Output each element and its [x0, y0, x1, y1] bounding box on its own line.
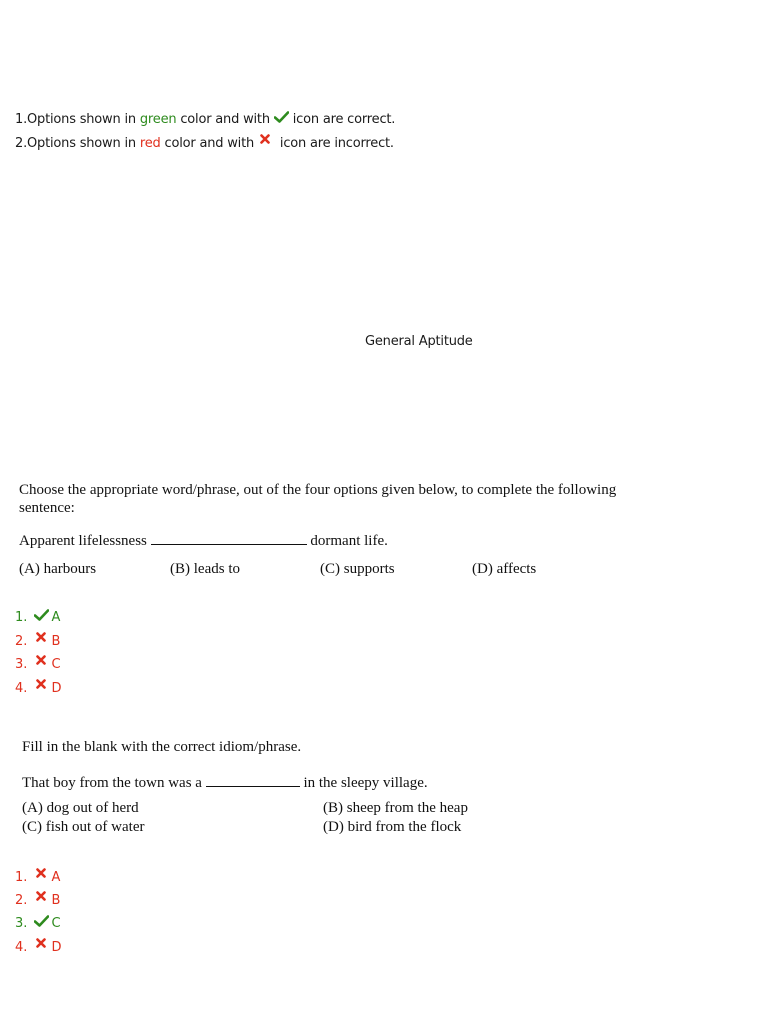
option-letter: A	[51, 870, 61, 885]
question-1-choice-c: (C) supports	[320, 561, 395, 577]
option-letter: A	[51, 610, 61, 625]
answer-blank	[151, 544, 307, 545]
sentence-before: That boy from the town was a	[22, 775, 202, 791]
legend-correct-middle: color and with	[176, 112, 274, 127]
question-2-choice-b: (B) sheep from the heap	[323, 800, 468, 816]
option-letter: D	[51, 940, 62, 955]
question-2-choice-a: (A) dog out of herd	[22, 800, 139, 816]
check-icon	[34, 609, 49, 621]
option-number: 2.	[15, 893, 28, 908]
question-1-instruction-cont: sentence:	[19, 500, 75, 516]
legend-incorrect	[15, 134, 394, 151]
option-number: 3.	[15, 916, 28, 931]
question-1-instruction: Choose the appropriate word/phrase, out of the four options given below, to complete the following	[19, 482, 617, 498]
cross-icon	[36, 632, 46, 642]
option-letter: C	[51, 916, 61, 931]
cross-icon	[36, 891, 46, 901]
legend-correct-prefix: 1.Options shown in	[15, 112, 140, 127]
option-number: 4.	[15, 681, 28, 696]
option-number: 4.	[15, 940, 28, 955]
option-number: 1.	[15, 870, 28, 885]
question-2-choice-c: (C) fish out of water	[22, 819, 145, 835]
sentence-after: in the sleepy village.	[303, 775, 428, 791]
question-1-option-4	[15, 679, 62, 696]
legend-incorrect-suffix: icon are incorrect.	[275, 136, 394, 151]
legend-correct	[15, 111, 395, 127]
legend-incorrect-middle: color and with	[160, 136, 258, 151]
legend-red-word: red	[139, 136, 161, 151]
cross-icon	[36, 868, 46, 878]
check-icon	[274, 111, 289, 123]
option-letter: C	[51, 657, 61, 672]
question-2-option-4	[15, 938, 62, 955]
question-2-option-3	[15, 915, 61, 931]
question-1-option-3	[15, 655, 61, 672]
sentence-after: dormant life.	[310, 533, 388, 549]
legend-correct-suffix: icon are correct.	[288, 112, 396, 127]
question-1-choice-d: (D) affects	[472, 561, 537, 577]
option-letter: B	[51, 634, 61, 649]
question-2-choice-d: (D) bird from the flock	[323, 819, 462, 835]
question-1-choice-a: (A) harbours	[19, 561, 97, 577]
cross-icon	[260, 134, 270, 144]
option-number: 3.	[15, 657, 28, 672]
question-1-choice-b: (B) leads to	[170, 561, 240, 577]
question-1-option-1	[15, 609, 60, 625]
legend-incorrect-prefix: 2.Options shown in	[15, 136, 140, 151]
option-number: 2.	[15, 634, 28, 649]
check-icon	[34, 915, 49, 927]
question-2-instruction: Fill in the blank with the correct idiom/phrase.	[22, 739, 302, 755]
option-letter: B	[51, 893, 61, 908]
cross-icon	[36, 679, 46, 689]
question-2-option-1	[15, 868, 60, 885]
section-title: General Aptitude	[365, 334, 473, 349]
cross-icon	[36, 655, 46, 665]
question-1-sentence	[19, 533, 388, 550]
question-2-option-2	[15, 891, 60, 908]
answer-blank	[206, 786, 300, 787]
question-2-sentence	[22, 775, 428, 792]
sentence-before: Apparent lifelessness	[19, 533, 147, 549]
option-letter: D	[51, 681, 62, 696]
legend-green-word: green	[139, 112, 177, 127]
question-1-option-2	[15, 632, 60, 649]
cross-icon	[36, 938, 46, 948]
option-number: 1.	[15, 610, 28, 625]
